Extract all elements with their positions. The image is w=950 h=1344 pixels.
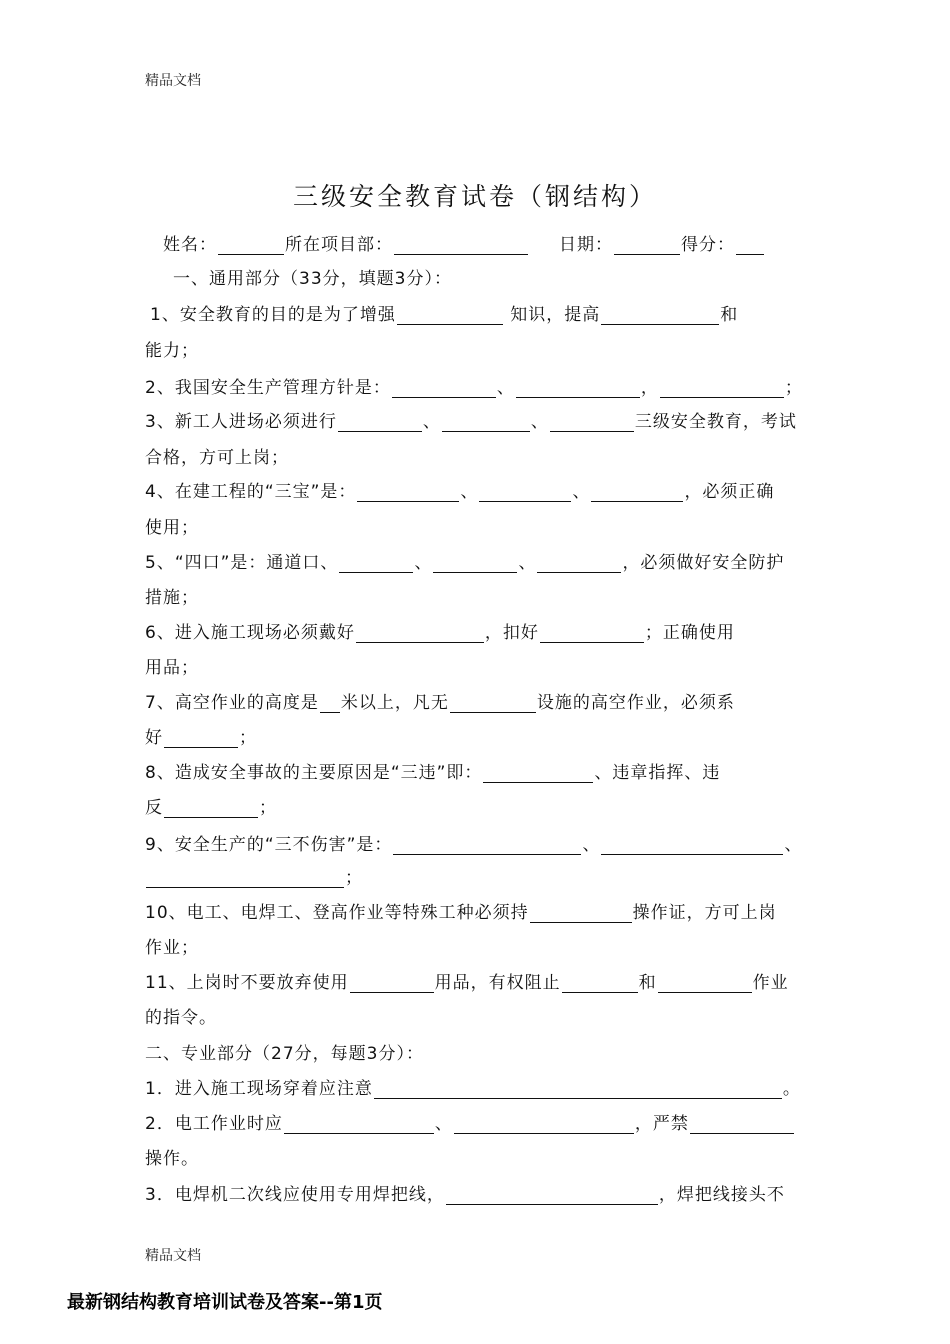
q5-sep2: 、 (518, 553, 537, 573)
s2-q2-sep1: 、 (434, 1114, 453, 1134)
question-2 (145, 373, 803, 398)
q3-text-b: 三级安全教育，考试 (634, 412, 797, 432)
s2-q3-blank1[interactable] (446, 1186, 658, 1205)
info-row (163, 230, 765, 255)
q9-blank3[interactable] (146, 869, 344, 888)
project-label: 所在项目部： (285, 235, 393, 255)
s2-question-2-line2: 操作。 (145, 1149, 199, 1169)
s2-q3-text-a: 3．电焊机二次线应使用专用焊把线， (145, 1185, 445, 1205)
q3-blank1[interactable] (338, 413, 422, 432)
q9-sep1: 、 (582, 835, 601, 855)
q11-blank2[interactable] (562, 974, 638, 993)
score-label: 得分： (681, 235, 735, 255)
q3-text-a: 3、新工人进场必须进行 (145, 412, 337, 432)
score-blank[interactable] (736, 236, 764, 255)
q9-sep2: 、 (784, 835, 803, 855)
q2-sep1: 、 (496, 378, 515, 398)
q1-text-b: 知识，提高 (510, 305, 601, 325)
q7-text-c: 设施的高空作业，必须系 (536, 693, 735, 713)
q11-text-a: 11、上岗时不要放弃使用 (145, 973, 349, 993)
s2-q1-text: 1．进入施工现场穿着应注意 (145, 1079, 373, 1099)
s2-q2-blank1[interactable] (284, 1115, 434, 1134)
q2-text: 2、我国安全生产管理方针是： (145, 378, 391, 398)
question-6-line1 (145, 618, 735, 643)
date-blank[interactable] (614, 236, 680, 255)
q8-text-c: 反 (145, 798, 163, 818)
page-header: 精品文档 (145, 73, 201, 89)
q4-blank3[interactable] (591, 483, 683, 502)
q4-text-b: ，必须正确 (684, 482, 775, 502)
question-4-line1 (145, 477, 774, 502)
q1-text-c: 和 (720, 305, 739, 325)
q4-blank1[interactable] (357, 483, 459, 502)
q9-blank2[interactable] (601, 836, 783, 855)
q10-text-a: 10、电工、电焊工、登高作业等特殊工种必须持 (145, 903, 529, 923)
q9-end: ； (345, 868, 363, 888)
question-6-line2: 用品； (145, 658, 199, 678)
question-7-line2 (145, 723, 257, 748)
q2-blank3[interactable] (660, 379, 784, 398)
q6-text-c: ；正确使用 (644, 623, 735, 643)
q2-blank1[interactable] (392, 379, 496, 398)
s2-question-2-line1 (145, 1109, 795, 1134)
q8-blank2[interactable] (164, 799, 258, 818)
q6-blank2[interactable] (540, 624, 644, 643)
s2-q2-text-b: ，严禁 (634, 1114, 689, 1134)
q8-text-d: ； (259, 798, 277, 818)
q4-sep2: 、 (572, 482, 591, 502)
q6-text-a: 6、进入施工现场必须戴好 (145, 623, 355, 643)
q1-text-a: 1、安全教育的目的是为了增强 (150, 305, 396, 325)
question-9-line1 (145, 830, 802, 855)
question-3-line1 (145, 407, 797, 432)
q5-text-b: ，必须做好安全防护 (622, 553, 785, 573)
q1-blank1[interactable] (397, 306, 503, 325)
page-footer: 精品文档 (145, 1248, 201, 1264)
name-blank[interactable] (218, 236, 284, 255)
question-10-line2: 作业； (145, 938, 199, 958)
q8-blank1[interactable] (483, 764, 593, 783)
q9-text-a: 9、安全生产的“三不伤害”是： (145, 835, 393, 855)
question-11-line1 (145, 968, 789, 993)
q10-blank1[interactable] (530, 904, 632, 923)
q3-sep1: 、 (422, 412, 441, 432)
q10-text-b: 操作证，方可上岗 (632, 903, 777, 923)
question-8-line2 (145, 793, 277, 818)
question-11-line2: 的指令。 (145, 1008, 217, 1028)
exam-title: 三级安全教育试卷（钢结构） (292, 182, 657, 211)
q1-blank2[interactable] (601, 306, 719, 325)
q7-text-e: ； (239, 728, 257, 748)
section2-heading: 二、专业部分（27分，每题3分）： (145, 1044, 424, 1064)
s2-q2-blank2[interactable] (454, 1115, 634, 1134)
q5-blank2[interactable] (433, 554, 517, 573)
q11-text-b: 用品，有权阻止 (434, 973, 561, 993)
q7-blank3[interactable] (164, 729, 238, 748)
question-8-line1 (145, 758, 720, 783)
q11-text-d: 作业 (752, 973, 789, 993)
q7-blank1[interactable] (320, 694, 340, 713)
q8-text-a: 8、造成安全事故的主要原因是“三违”即： (145, 763, 483, 783)
q7-text-a: 7、高空作业的高度是 (145, 693, 319, 713)
s2-q1-blank[interactable] (374, 1080, 782, 1099)
q3-blank2[interactable] (442, 413, 530, 432)
question-5-line2: 措施； (145, 588, 199, 608)
s2-question-1 (145, 1074, 801, 1099)
q4-blank2[interactable] (479, 483, 571, 502)
s2-q2-text-a: 2．电工作业时应 (145, 1114, 283, 1134)
q4-sep1: 、 (460, 482, 479, 502)
q2-sep2: ， (640, 378, 659, 398)
question-10-line1 (145, 898, 777, 923)
question-4-line2: 使用； (145, 518, 199, 538)
q6-blank1[interactable] (356, 624, 484, 643)
s2-question-3-line1 (145, 1180, 785, 1205)
q6-text-b: ，扣好 (484, 623, 539, 643)
q8-text-b: 、违章指挥、违 (594, 763, 721, 783)
s2-q3-text-b: ，焊把线接头不 (658, 1185, 785, 1205)
q11-text-c: 和 (638, 973, 657, 993)
q2-blank2[interactable] (516, 379, 640, 398)
date-label: 日期： (559, 235, 613, 255)
project-blank[interactable] (394, 236, 528, 255)
question-9-line2 (145, 863, 363, 888)
question-7-line1 (145, 688, 735, 713)
q5-blank3[interactable] (537, 554, 621, 573)
name-label: 姓名： (163, 235, 217, 255)
question-5-line1 (145, 548, 784, 573)
q3-blank3[interactable] (550, 413, 634, 432)
q5-blank1[interactable] (339, 554, 413, 573)
q7-text-b: 米以上，凡无 (340, 693, 449, 713)
q11-blank1[interactable] (350, 974, 434, 993)
question-1-line2: 能力； (145, 341, 199, 361)
q3-sep2: 、 (530, 412, 549, 432)
s2-q1-end: 。 (782, 1079, 801, 1099)
question-3-line2: 合格，方可上岗； (145, 448, 289, 468)
q9-blank1[interactable] (393, 836, 581, 855)
q4-text-a: 4、在建工程的“三宝”是： (145, 482, 357, 502)
question-1-line1 (150, 300, 738, 325)
q5-text-a: 5、“四口”是：通道口、 (145, 553, 339, 573)
q11-blank3[interactable] (658, 974, 752, 993)
q7-blank2[interactable] (450, 694, 536, 713)
s2-q2-blank3[interactable] (690, 1115, 794, 1134)
bottom-document-title: 最新钢结构教育培训试卷及答案--第1页 (67, 1292, 383, 1313)
q7-text-d: 好 (145, 728, 163, 748)
q2-end: ； (784, 378, 803, 398)
section1-heading: 一、通用部分（33分，填题3分）： (173, 269, 452, 289)
q5-sep1: 、 (414, 553, 433, 573)
